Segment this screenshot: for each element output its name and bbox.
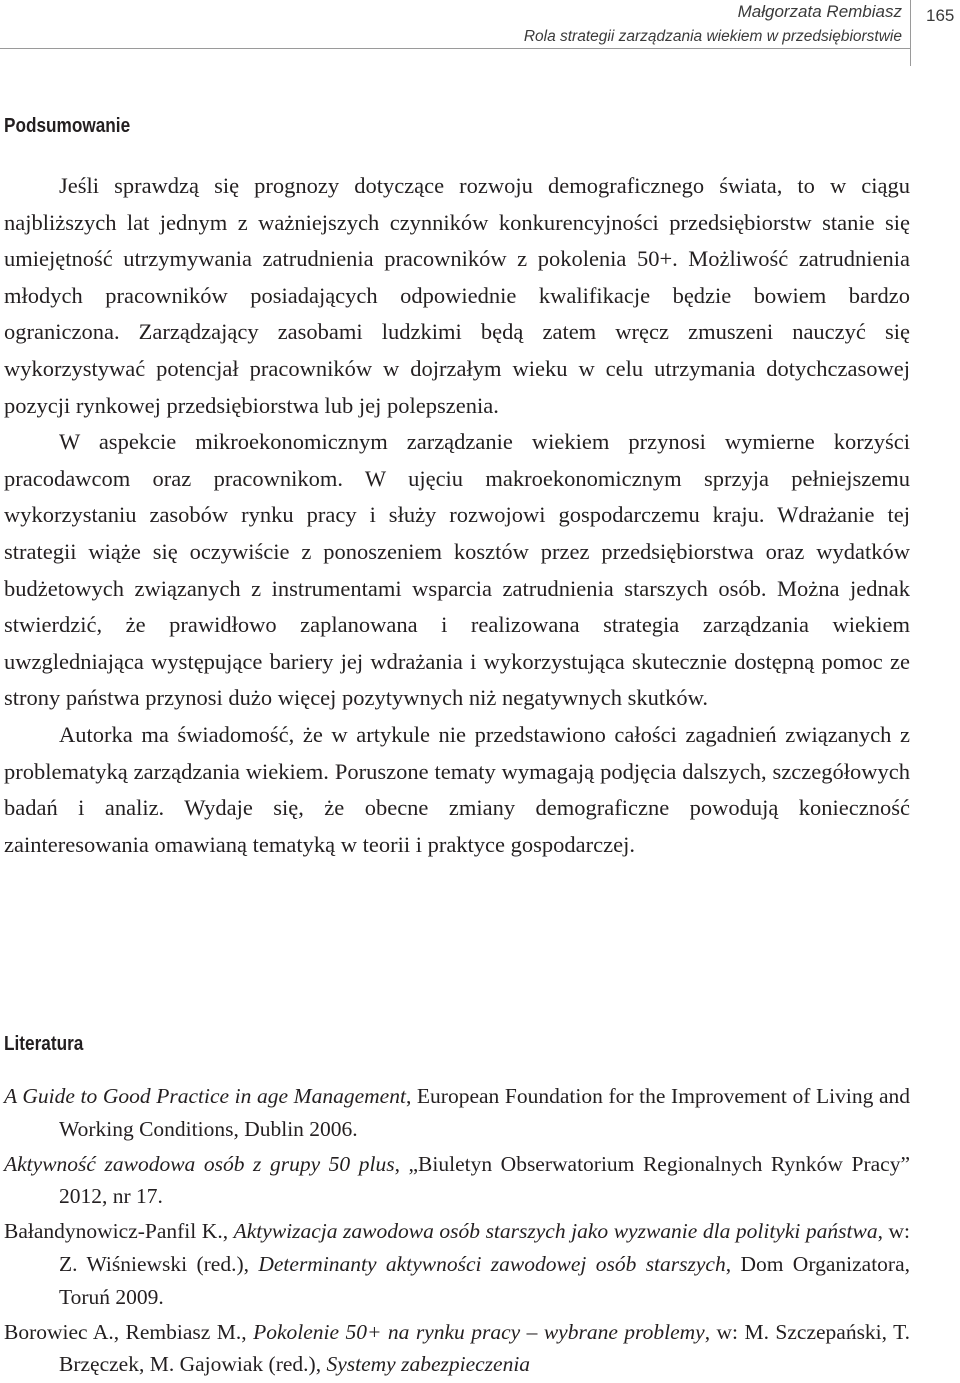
ref-title-2: Determinanty aktywności zawodowej osób starszych <box>258 1251 726 1276</box>
ref-middle: , w: M. Szczepański, T. Brzęczek, M. Gajowiak (red.), <box>59 1319 910 1377</box>
reference-item <box>4 1080 910 1146</box>
ref-title: A Guide to Good Practice in age Management <box>4 1084 406 1108</box>
summary-paragraph-1: Jeśli sprawdzą się prognozy dotyczące rozwoju demograficznego świata, to w ciągu najbliższych lat jednym z ważniejszych czynników konkurencyjności przedsiębiorstw stanie się umiejętność utrzymywania zatrudnienia pracowników z pokolenia 50+. Możliwość zatrudnienia młodych pracowników posiadających odpowiednie kwalifikacje będzie bowiem bardzo ograniczona. Zarządzający zasobami ludzkimi będą zatem wręcz zmuszeni nauczyć się wykorzystywać potencjał pracowników w dojrzałym wieku w celu utrzymania dotychczasowej pozycji rynkowej przedsiębiorstwa lub jej polepszenia. <box>4 173 910 418</box>
ref-title: Aktywizacja zawodowa osób starszych jako wyzwanie dla polityki państwa <box>233 1219 878 1244</box>
ref-tail: , Dom Organizatora, Toruń 2009. <box>59 1251 911 1309</box>
ref-lead: Bałandynowicz-Panfil K., <box>4 1219 234 1244</box>
ref-title: Pokolenie 50+ na rynku pracy – wybrane problemy <box>253 1319 705 1344</box>
running-header <box>0 0 960 70</box>
ref-middle: , European Foundation for the Improvement of Living and Working Conditions, Dublin 2006. <box>59 1084 910 1141</box>
summary-body <box>4 168 910 863</box>
ref-middle: , w: Z. Wiśniewski (red.), <box>59 1219 910 1276</box>
header-running-title: Rola strategii zarządzania wiekiem w przedsiębiorstwie <box>523 28 902 45</box>
ref-lead: Borowiec A., Rembiasz M., <box>4 1319 254 1344</box>
ref-title-2: Systemy zabezpieczenia <box>326 1352 531 1377</box>
summary-paragraph-3: Autorka ma świadomość, że w artykule nie przedstawiono całości zagadnień związanych z problematyką zarządzania wiekiem. Poruszone tematy wymagają podjęcia dalszych, szczegółowych badań i analiz. Wydaje się, że obecne zmiany demograficzne powodują konieczność zainteresowania omawianą tematyką w teorii i praktyce gospodarczej. <box>4 721 910 857</box>
summary-paragraph-2: W aspekcie mikroekonomicznym zarządzanie wiekiem przynosi wymierne korzyści pracodawcom oraz pracownikom. W ujęciu makroekonomicznym sprzyja pełniejszemu wykorzystaniu zasobów rynku pracy i służy rozwojowi gospodarczemu kraju. Wdrażanie tej strategii wiąże się oczywiście z ponoszeniem kosztów przez przedsiębiorstwa oraz wydatków budżetowych związanych z instrumentami wsparcia zatrudnienia starszych osób. Można jednak stwierdzić, że prawidłowo zaplanowana i realizowana strategia zarządzania wiekiem uwzgledniająca występujące bariery jej wdrażania i wykorzystująca skutecznie dostępną pomoc ze strony państwa przynosi dużo więcej pozytywnych niż negatywnych skutków. <box>4 429 910 711</box>
header-rule-vertical <box>910 0 911 66</box>
page-number: 165 <box>926 6 955 25</box>
ref-title: Aktywność zawodowa osób z grupy 50 plus <box>4 1151 395 1176</box>
ref-middle: , „Biuletyn Obserwatorium Regionalnych Rynków Pracy” 2012, nr 17. <box>59 1151 910 1209</box>
header-rule-horizontal <box>0 48 910 49</box>
reference-item <box>4 1316 910 1382</box>
reference-item <box>4 1215 910 1313</box>
section-heading-literature: Literatura <box>4 1033 84 1055</box>
header-author: Małgorzata Rembiasz <box>737 2 902 21</box>
reference-list <box>4 1080 910 1383</box>
reference-item <box>4 1148 910 1214</box>
section-heading-summary: Podsumowanie <box>4 115 131 137</box>
